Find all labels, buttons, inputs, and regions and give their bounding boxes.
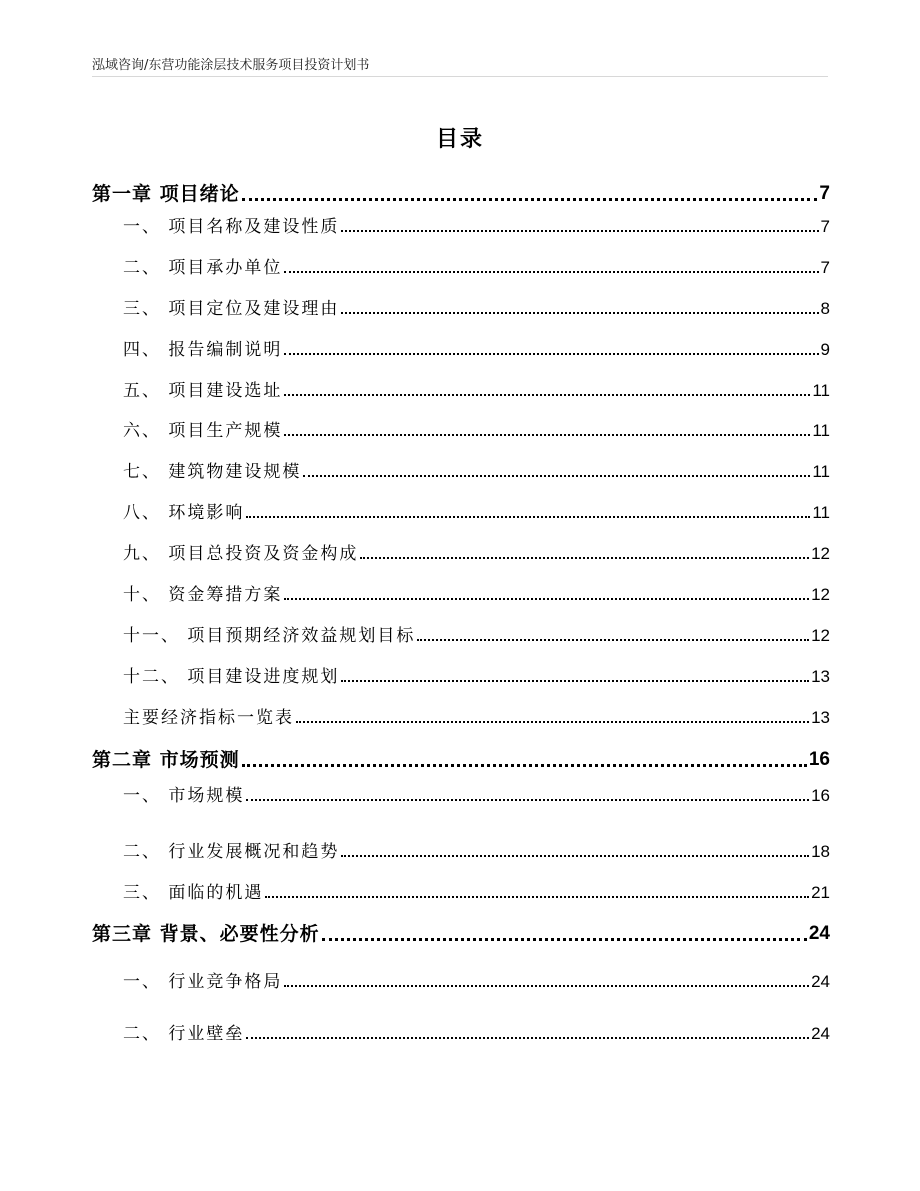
toc-section-entry[interactable] <box>123 217 830 237</box>
toc-page-number: 16 <box>811 786 830 805</box>
toc-page-number: 13 <box>811 708 830 727</box>
toc-dot-leader <box>284 985 809 987</box>
toc-section-entry[interactable] <box>123 340 830 360</box>
toc-entry-title: 二、 项目承办单位 <box>123 258 283 278</box>
toc-page-number: 13 <box>811 667 830 686</box>
toc-entry-title: 第一章 项目绪论 <box>92 183 240 205</box>
toc-dot-leader <box>341 855 809 857</box>
toc-dot-leader <box>296 721 809 723</box>
toc-dot-leader <box>341 312 818 314</box>
toc-dot-leader <box>284 598 809 600</box>
toc-page-number: 21 <box>811 883 830 902</box>
toc-dot-leader <box>242 764 807 767</box>
toc-page-number: 11 <box>812 421 830 440</box>
toc-title: 目录 <box>435 127 484 152</box>
toc-section-entry[interactable] <box>123 883 830 903</box>
toc-entry-title: 六、 项目生产规模 <box>123 421 283 441</box>
toc-page-number: 8 <box>820 299 830 318</box>
toc-entry-title: 主要经济指标一览表 <box>123 708 294 728</box>
toc-dot-leader <box>341 230 818 232</box>
toc-entry-title: 一、 项目名称及建设性质 <box>123 217 340 237</box>
toc-section-entry[interactable] <box>123 708 830 728</box>
toc-entry-title: 二、 行业壁垒 <box>123 1024 245 1044</box>
toc-page-number: 11 <box>812 381 830 400</box>
toc-entry-title: 三、 面临的机遇 <box>123 883 264 903</box>
toc-dot-leader <box>360 557 809 559</box>
toc-page-number: 12 <box>811 626 830 645</box>
toc-page-number: 24 <box>811 1024 830 1043</box>
toc-dot-leader <box>284 434 810 436</box>
toc-dot-leader <box>341 680 809 682</box>
toc-section-entry[interactable] <box>123 667 830 687</box>
toc-page-number: 18 <box>811 842 830 861</box>
toc-dot-leader <box>284 353 818 355</box>
toc-section-entry[interactable] <box>123 585 830 605</box>
toc-page-number: 24 <box>811 972 830 991</box>
toc-section-entry[interactable] <box>123 381 830 401</box>
toc-page-number: 11 <box>812 462 830 481</box>
toc-dot-leader <box>303 475 810 477</box>
toc-entry-title: 九、 项目总投资及资金构成 <box>123 544 359 564</box>
toc-section-entry[interactable] <box>123 786 830 806</box>
toc-dot-leader <box>246 1037 809 1039</box>
toc-section-entry[interactable] <box>123 299 830 319</box>
toc-dot-leader <box>265 896 809 898</box>
toc-entry-title: 第三章 背景、必要性分析 <box>92 923 320 945</box>
toc-section-entry[interactable] <box>123 972 830 992</box>
toc-entry-title: 四、 报告编制说明 <box>123 340 283 360</box>
toc-dot-leader <box>284 394 810 396</box>
toc-entry-title: 二、 行业发展概况和趋势 <box>123 842 340 862</box>
toc-dot-leader <box>242 198 818 201</box>
toc-entry-title: 一、 行业竞争格局 <box>123 972 283 992</box>
toc-entry-title: 十一、 项目预期经济效益规划目标 <box>123 626 416 646</box>
toc-dot-leader <box>284 271 818 273</box>
toc-section-entry[interactable] <box>123 626 830 646</box>
toc-page-number: 16 <box>808 749 830 770</box>
toc-dot-leader <box>322 938 807 941</box>
toc-page-number: 9 <box>820 340 830 359</box>
toc-entry-title: 第二章 市场预测 <box>92 749 240 771</box>
running-header: 泓域咨询/东营功能涂层技术服务项目投资计划书 <box>92 58 370 73</box>
toc-entry-title: 五、 项目建设选址 <box>123 381 283 401</box>
toc-dot-leader <box>246 516 810 518</box>
toc-section-entry[interactable] <box>123 421 830 441</box>
toc-dot-leader <box>417 639 809 641</box>
toc-section-entry[interactable] <box>123 544 830 564</box>
toc-section-entry[interactable] <box>123 258 830 278</box>
toc-chapter-entry[interactable] <box>92 923 830 946</box>
toc-page-number: 11 <box>812 503 830 522</box>
toc-entry-title: 八、 环境影响 <box>123 503 245 523</box>
toc-page-number: 12 <box>811 544 830 563</box>
toc-page-number: 12 <box>811 585 830 604</box>
toc-chapter-entry[interactable] <box>92 183 830 206</box>
toc-chapter-entry[interactable] <box>92 749 830 772</box>
toc-section-entry[interactable] <box>123 842 830 862</box>
toc-entry-title: 十二、 项目建设进度规划 <box>123 667 340 687</box>
toc-page-number: 24 <box>808 923 830 944</box>
toc-entry-title: 七、 建筑物建设规模 <box>123 462 302 482</box>
toc-entry-title: 三、 项目定位及建设理由 <box>123 299 340 319</box>
toc-entry-title: 一、 市场规模 <box>123 786 245 806</box>
toc-page-number: 7 <box>819 183 830 204</box>
toc-page-number: 7 <box>820 217 830 236</box>
toc-entry-title: 十、 资金筹措方案 <box>123 585 283 605</box>
toc-dot-leader <box>246 799 809 801</box>
toc-section-entry[interactable] <box>123 503 830 523</box>
toc-section-entry[interactable] <box>123 1024 830 1044</box>
toc-page-number: 7 <box>820 258 830 277</box>
toc-section-entry[interactable] <box>123 462 830 482</box>
